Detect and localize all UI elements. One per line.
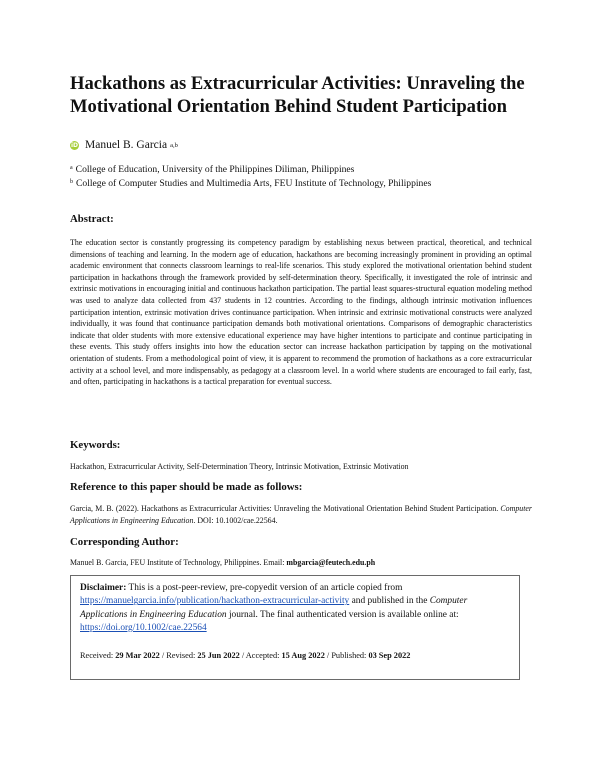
disclaimer-fragment: journal. The final authenticated version is available online at: <box>226 609 459 620</box>
revised-label: / Revised: <box>159 651 198 661</box>
corresponding-heading: Corresponding Author: <box>70 536 179 548</box>
revised-date: 25 Jun 2022 <box>197 651 240 661</box>
affiliation-text: College of Education, University of the Philippines Diliman, Philippines <box>75 164 355 175</box>
received-label: Received: <box>80 651 116 661</box>
corresponding-details: Manuel B. Garcia, FEU Institute of Technology, Philippines. Email: <box>70 558 287 567</box>
disclaimer-fragment: This is a post-peer-review, pre-copyedit version of an article copied from <box>126 583 403 593</box>
affiliation-b <box>70 178 431 189</box>
received-date: 29 Mar 2022 <box>115 651 160 661</box>
disclaimer-fragment: and published in the <box>349 596 430 607</box>
doi-link[interactable]: https://doi.org/10.1002/cae.22564 <box>80 622 207 633</box>
abstract-heading: Abstract: <box>70 213 114 225</box>
abstract-text: The education sector is constantly progressing its competency paradigm by establishing nexus between practical, theoretical, and technical dimensions of teaching and learning. In the modern age of education, hackathons are becoming increasingly prominent in providing an optimal academic environment that connects classroom learnings to real-life scenarios. This study explored the motivational orientation behind student participation in hackathons through the framework provided by self-determination theory. Specifically, it investigated the role of intrinsic and extrinsic motivations in encouraging initial and continuous hackathon participation. The partial least squares-structural equation modeling method was used to analyze data collected from 437 students in 12 countries. According to the findings, although intrinsic motivation influences participation intention, extrinsic motivation drives continuance participation. When intrinsic and extrinsic motivational constructs were analyzed individually, it was found that continuance participation demands both motivational orientations. Comparisons of demographic characteristics indicate that older students with more extensive educational experience may have higher intentions to participate and continue participating in these events. This study offers insights into how the education sector can increase hackathon participation by tapping on the motivational orientation of students. From a methodological point of view, it is apparent to recommend the promotion of hackathons as a core extracurricular activity at a school level, and more indispensably, as pedagogy at a classroom level. In a world where students are encouraged to fail early, fast, and often, participating in hackathons is a tactical preparation for eventual success. <box>70 238 532 387</box>
reference-journal: Computer Applications in Engineering Education <box>70 504 532 525</box>
reference-heading: Reference to this paper should be made as follows: <box>70 481 303 493</box>
orcid-icon[interactable]: iD <box>70 141 79 149</box>
author-name: Manuel B. Garcia <box>85 139 168 151</box>
corresponding-email[interactable]: mbgarcia@feutech.edu.ph <box>286 558 376 567</box>
keywords-text: Hackathon, Extracurricular Activity, Self-Determination Theory, Intrinsic Motivation, Extrinsic Motivation <box>70 462 409 471</box>
published-date: 03 Sep 2022 <box>368 651 411 661</box>
disclaimer-box <box>70 575 520 680</box>
corresponding-text <box>70 557 532 569</box>
author-line <box>70 139 178 151</box>
publication-dates <box>80 649 510 662</box>
disclaimer-text <box>80 582 510 635</box>
author-affiliation-marks: a,b <box>170 141 178 149</box>
paper-title: Hackathons as Extracurricular Activities: Unraveling the Motivational Orientation Behind Student Participation <box>70 73 525 117</box>
affiliation-mark: b <box>70 179 73 185</box>
keywords-heading: Keywords: <box>70 439 121 451</box>
published-label: / Published: <box>324 651 369 661</box>
disclaimer-label: Disclaimer: <box>80 583 127 593</box>
publication-link[interactable]: https://manuelgarcia.info/publication/hackathon-extracurricular-activity <box>80 596 350 607</box>
reference-doi: . DOI: 10.1002/cae.22564. <box>193 515 278 525</box>
affiliation-text: College of Computer Studies and Multimedia Arts, FEU Institute of Technology, Philippines <box>76 178 432 189</box>
affiliation-a <box>70 164 354 175</box>
affiliation-mark: a <box>70 165 73 171</box>
reference-citation: Garcia, M. B. (2022). Hackathons as Extracurricular Activities: Unraveling the Motivational Orientation Behind Student Participation. <box>70 504 501 513</box>
disclaimer-journal: Computer Applications in Engineering Education <box>80 596 468 620</box>
reference-text <box>70 503 532 526</box>
accepted-label: / Accepted: <box>239 651 282 661</box>
accepted-date: 15 Aug 2022 <box>281 651 325 661</box>
